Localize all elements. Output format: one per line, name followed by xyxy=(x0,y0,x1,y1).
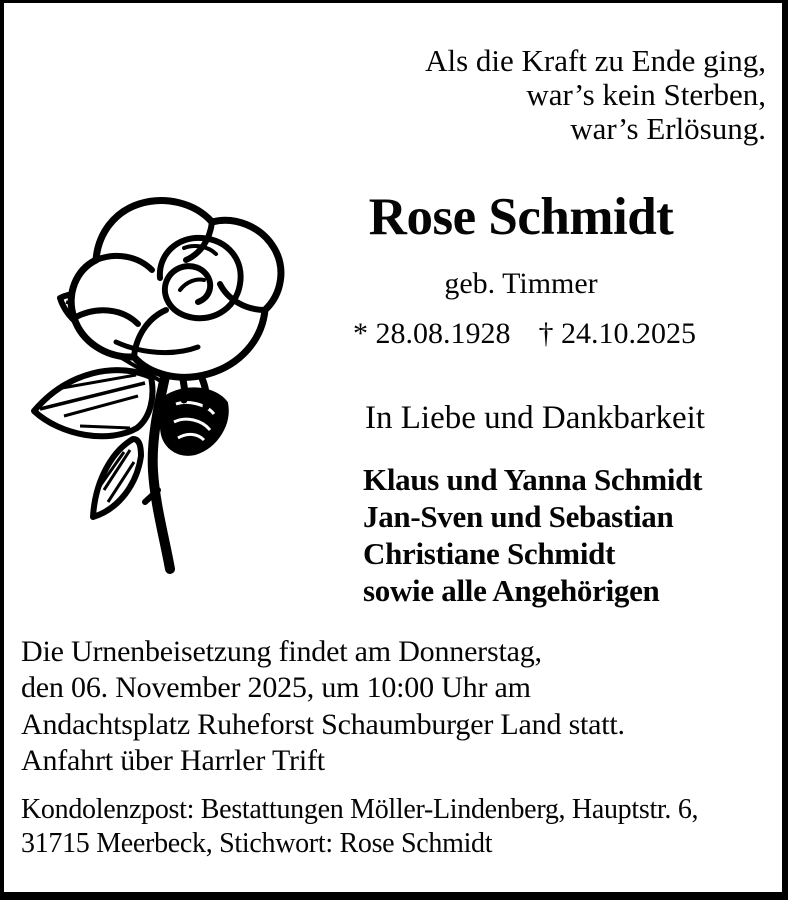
epitaph-line: Als die Kraft zu Ende ging, xyxy=(425,43,766,78)
mourners-list xyxy=(363,461,702,609)
condolence-info xyxy=(21,793,698,860)
epitaph-line: war’s Erlösung. xyxy=(570,111,766,146)
epitaph-line: war’s kein Sterben, xyxy=(526,77,766,112)
rose-icon xyxy=(24,190,296,575)
death-date: † 24.10.2025 xyxy=(538,317,696,350)
mourner-line: Jan-Sven und Sebastian xyxy=(363,499,674,534)
birth-date: * 28.08.1928 xyxy=(353,317,511,350)
tribute-line: In Liebe und Dankbarkeit xyxy=(365,400,705,436)
ceremony-info xyxy=(21,634,625,779)
mourner-line: sowie alle Angehörigen xyxy=(363,573,660,608)
ceremony-line: den 06. November 2025, um 10:00 Uhr am xyxy=(21,671,531,705)
deceased-name: Rose Schmidt xyxy=(368,188,674,246)
rose-illustration xyxy=(24,190,296,575)
ceremony-line: Die Urnenbeisetzung findet am Donnerstag, xyxy=(21,635,542,668)
mourner-line: Christiane Schmidt xyxy=(363,536,616,571)
maiden-name: geb. Timmer xyxy=(444,267,598,300)
life-dates xyxy=(353,317,696,350)
epitaph-verse xyxy=(425,44,766,146)
condolence-line: 31715 Meerbeck, Stichwort: Rose Schmidt xyxy=(21,827,493,859)
condolence-line: Kondolenzpost: Bestattungen Möller-Lindenberg, Hauptstr. 6, xyxy=(21,794,699,825)
ceremony-line: Anfahrt über Harrler Trift xyxy=(21,743,325,777)
ceremony-line: Andachtsplatz Ruheforst Schaumburger Land statt. xyxy=(21,707,625,741)
mourner-line: Klaus und Yanna Schmidt xyxy=(363,462,703,497)
deceased-block xyxy=(353,188,696,350)
